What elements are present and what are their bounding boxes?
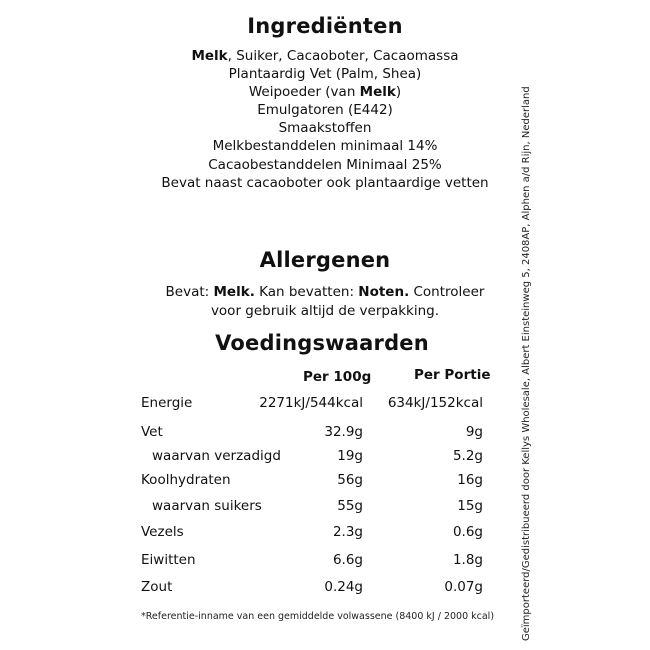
- value-per-100g: 56g: [337, 472, 363, 488]
- value-per-portion: 15g: [457, 498, 483, 514]
- ingredient-text: Bevat naast cacaoboter ook plantaardige vetten: [161, 174, 489, 191]
- ingredient-line: [0, 119, 650, 137]
- allergens-title: Allergenen: [259, 248, 391, 272]
- value-per-portion: 634kJ/152kcal: [387, 395, 483, 411]
- nutrient-label: Vet: [141, 424, 163, 440]
- nutrient-label: Vezels: [141, 524, 184, 540]
- importer-address: Geïmporteerd/Gedistribueerd door Kellys Wholesale, Albert Einsteinweg 5, 2408AP, Alphen a/d Rijn, Nederland: [521, 86, 532, 641]
- nutrient-label: waarvan suikers: [152, 498, 262, 514]
- column-header-per-portion: Per Portie: [414, 367, 491, 383]
- ingredient-line: [0, 47, 650, 65]
- allergen-note: Controleer voor gebruik altijd de verpakking.: [210, 284, 485, 319]
- ingredient-line: [0, 101, 650, 119]
- value-per-100g: 19g: [337, 448, 363, 464]
- ingredient-text: Weipoeder (van: [248, 84, 360, 101]
- ingredient-text: ): [395, 84, 402, 101]
- ingredient-text: Plantaardig Vet (Palm, Shea): [228, 66, 422, 83]
- ingredient-text: Emulgatoren (E442): [257, 102, 393, 119]
- ingredient-text: Cacaobestanddelen Minimaal 25%: [208, 156, 442, 173]
- nutrient-label: Zout: [141, 579, 173, 595]
- nutrition-title: Voedingswaarden: [215, 331, 429, 355]
- value-per-portion: 0.6g: [452, 524, 483, 540]
- ingredients-list: [0, 47, 650, 192]
- value-per-portion: 5.2g: [452, 448, 483, 464]
- nutrient-label: waarvan verzadigd: [152, 448, 281, 464]
- may-contain-label: Kan bevatten:: [254, 284, 359, 300]
- value-per-100g: 2.3g: [332, 524, 363, 540]
- value-per-100g: 55g: [337, 498, 363, 514]
- value-per-100g: 32.9g: [324, 424, 363, 440]
- nutrient-label: Energie: [141, 395, 193, 411]
- nutrient-label: Eiwitten: [141, 552, 196, 568]
- allergen-highlight: Melk: [359, 84, 396, 101]
- value-per-portion: 1.8g: [452, 552, 483, 568]
- value-per-100g: 2271kJ/544kcal: [259, 395, 363, 411]
- contains-label: Bevat:: [165, 284, 214, 300]
- may-contain-value: Noten.: [358, 284, 410, 300]
- reference-footnote: *Referentie-inname van een gemiddelde volwassene (8400 kJ / 2000 kcal): [141, 611, 495, 622]
- ingredient-line: [0, 156, 650, 174]
- allergen-highlight: Melk: [191, 48, 228, 64]
- value-per-100g: 0.24g: [324, 579, 363, 595]
- ingredient-line: [0, 137, 650, 155]
- ingredient-line: [0, 174, 650, 192]
- ingredient-line: [0, 65, 650, 83]
- ingredient-text: Melkbestanddelen minimaal 14%: [212, 138, 438, 155]
- nutrient-label: Koolhydraten: [141, 472, 231, 488]
- column-header-per-100g: Per 100g: [303, 369, 372, 385]
- value-per-portion: 9g: [465, 424, 483, 440]
- value-per-100g: 6.6g: [332, 552, 363, 568]
- value-per-portion: 0.07g: [444, 579, 483, 595]
- value-per-portion: 16g: [457, 472, 483, 488]
- ingredients-title: Ingrediënten: [247, 14, 403, 38]
- ingredient-text: , Suiker, Cacaoboter, Cacaomassa: [227, 48, 459, 64]
- ingredient-line: [0, 83, 650, 101]
- allergens-text: [150, 283, 500, 321]
- ingredient-text: Smaakstoffen: [278, 120, 372, 137]
- contains-value: Melk.: [213, 284, 255, 300]
